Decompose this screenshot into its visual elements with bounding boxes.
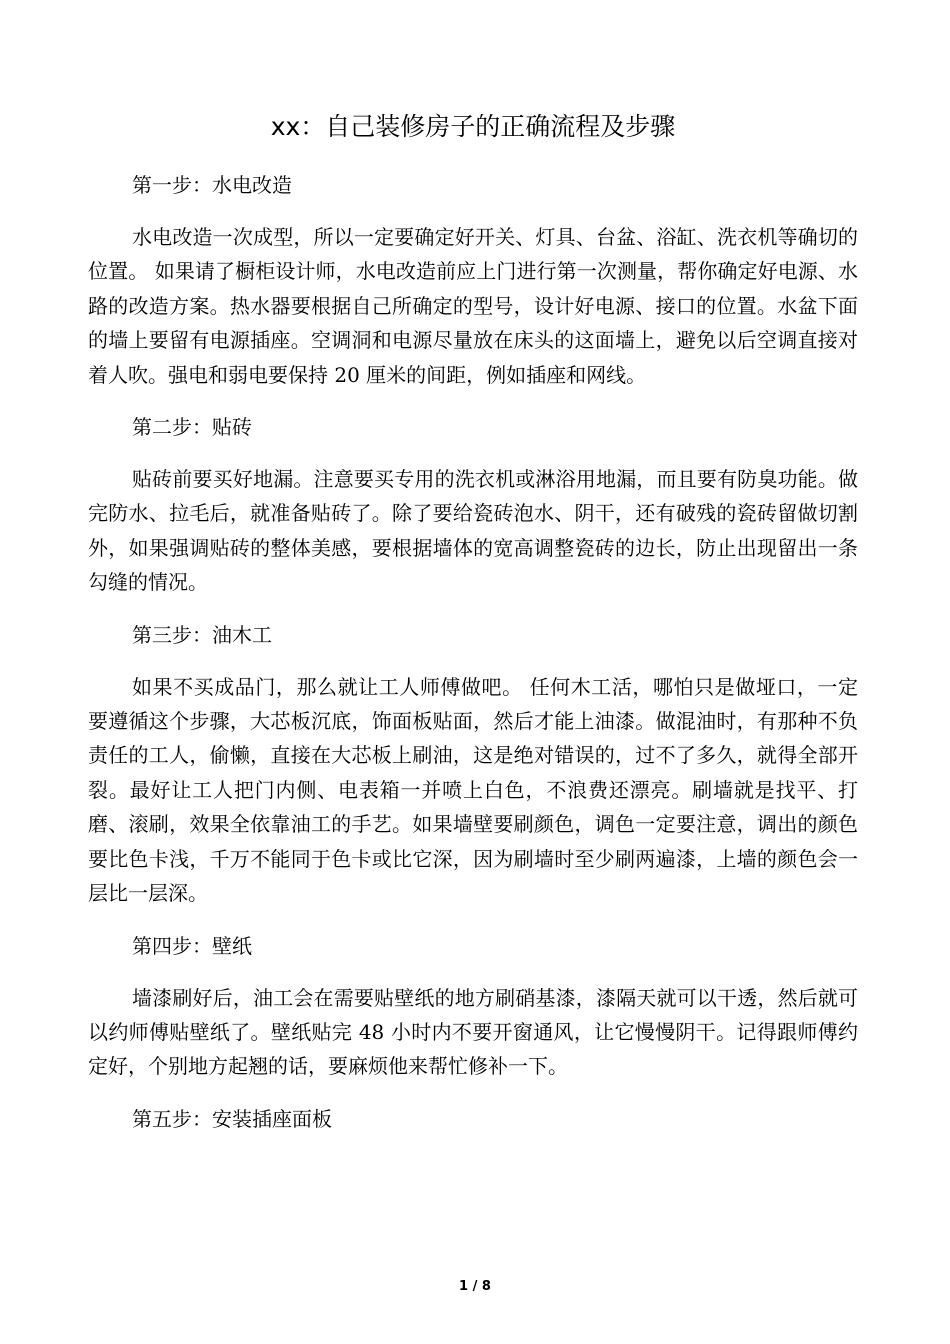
document-title: xx：自己装修房子的正确流程及步骤 [270,112,676,141]
document-content [88,110,858,1154]
section-body-1: 水电改造一次成型，所以一定要确定好开关、灯具、台盆、浴缸、洗衣机等确切的位置。 如果请了橱柜设计师，水电改造前应上门进行第一次测量，帮你确定好电源、水路的改造方案。热水器要根据自己所确定的型号，设计好电源、接口的位置。水盆下面的墙上要留有电源插座。空调洞和电源尽量放在床头的这面墙上，避免以后空调直接对着人吹。强电和弱电要保持 20 厘米的间距，例如插座和网线。 [88,225,858,387]
section-body-3: 如果不买成品门，那么就让工人师傅做吧。 任何木工活，哪怕只是做垭口，一定要遵循这个步骤，大芯板沉底，饰面板贴面，然后才能上油漆。做混油时，有那种不负责任的工人，偷懒，直接在大芯板上刷油，这是绝对错误的，过不了多久，就得全部开裂。最好让工人把门内侧、电表箱一并喷上白色，不浪费还漂亮。刷墙就是找平、打磨、滚刷，效果全依靠油工的手艺。如果墙壁要刷颜色，调色一定要注意，调出的颜色要比色卡浅，千万不能同于色卡或比它深，因为刷墙时至少刷两遍漆，上墙的颜色会一层比一层深。 [88,674,858,906]
section-heading-5: 第五步：安装插座面板 [132,1106,332,1131]
section-heading-3: 第三步：油木工 [132,622,272,647]
section-body-4: 墙漆刷好后，油工会在需要贴壁纸的地方刷硝基漆，漆隔天就可以干透，然后就可以约师傅贴壁纸了。壁纸贴完 48 小时内不要开窗通风，让它慢慢阴干。记得跟师傅约定好，个别地方起翘的话，要麻烦他来帮忙修补一下。 [88,985,858,1079]
section-heading-2: 第二步：贴砖 [132,415,252,440]
section-heading-4: 第四步：壁纸 [132,933,252,958]
page-number: 1 / 8 [459,1279,491,1294]
section-body-2: 贴砖前要买好地漏。注意要买专用的洗衣机或淋浴用地漏，而且要有防臭功能。做完防水、拉毛后，就准备贴砖了。除了要给瓷砖泡水、阴干，还有破残的瓷砖留做切割外，如果强调贴砖的整体美感，要根据墙体的宽高调整瓷砖的边长，防止出现留出一条勾缝的情况。 [88,467,858,595]
section-heading-1: 第一步：水电改造 [132,173,292,197]
